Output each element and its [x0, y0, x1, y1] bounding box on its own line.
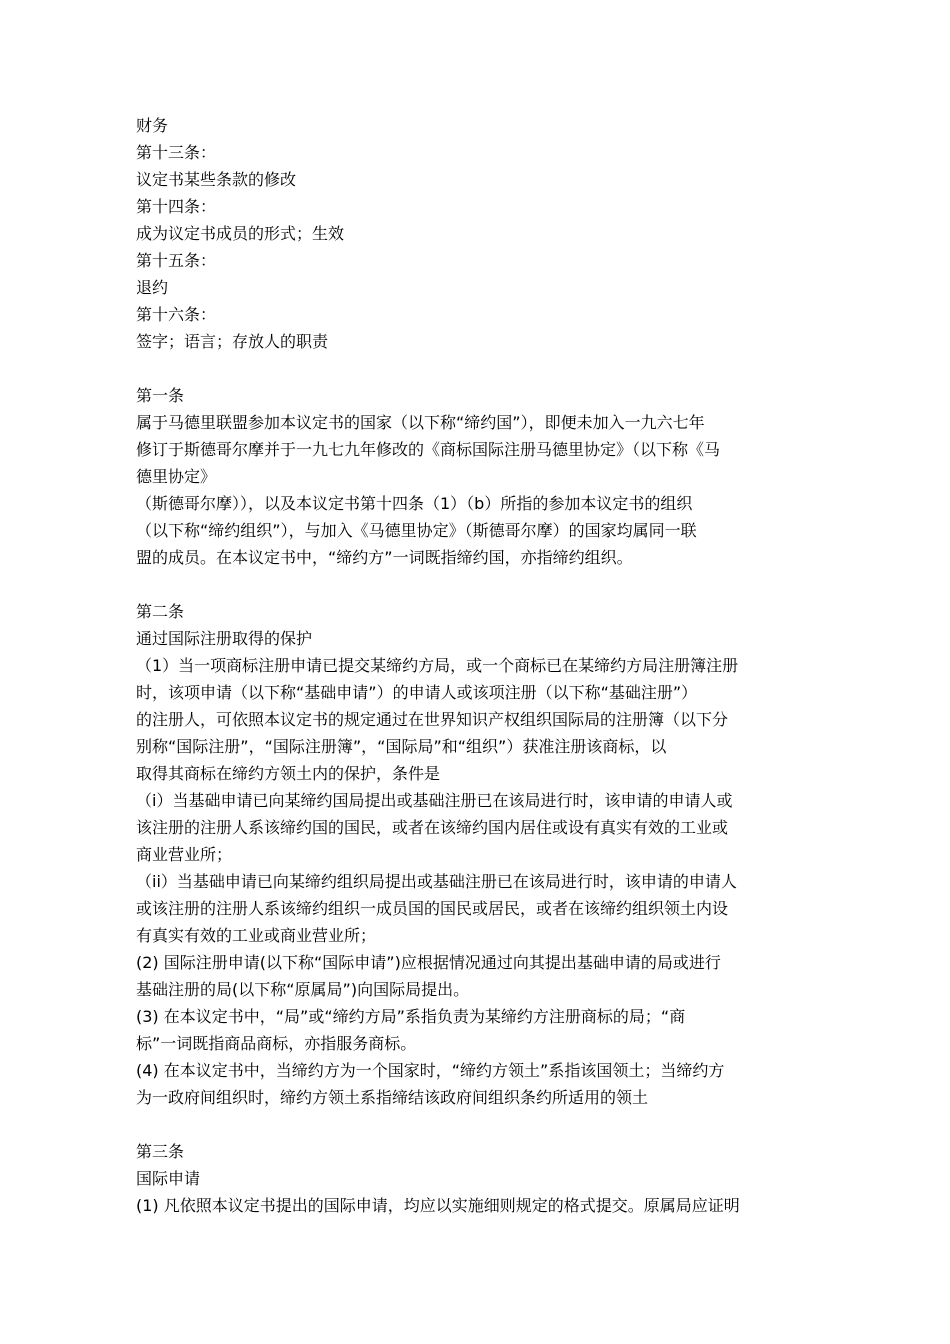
paragraph-line: 或该注册的注册人系该缔约组织一成员国的国民或居民，或者在该缔约组织领土内设: [136, 899, 729, 918]
article-3: [136, 1138, 826, 1219]
paragraph-line: （ii）当基础申请已向某缔约组织局提出或基础注册已在该局进行时，该申请的申请人: [136, 872, 737, 891]
paragraph-line: （以下称“缔约组织”），与加入《马德里协定》（斯德哥尔摩）的国家均属同一联: [136, 521, 697, 540]
paragraph-line: 商业营业所；: [136, 845, 233, 864]
toc-section: [136, 112, 826, 355]
paragraph-line: 该注册的注册人系该缔约国的国民，或者在该缔约国内居住或设有真实有效的工业或: [136, 818, 729, 837]
article-heading: 第二条: [136, 602, 185, 621]
paragraph-line: 标”一词既指商品商标，亦指服务商标。: [136, 1034, 417, 1053]
paragraph-line: （i）当基础申请已向某缔约国局提出或基础注册已在该局进行时，该申请的申请人或: [136, 791, 733, 810]
paragraph-line: (4) 在本议定书中，当缔约方为一个国家时，“缔约方领土”系指该国领土；当缔约方: [136, 1061, 725, 1080]
toc-line: 第十三条：: [136, 143, 217, 162]
paragraph-line: 德里协定》: [136, 467, 217, 486]
paragraph-line: （1）当一项商标注册申请已提交某缔约方局，或一个商标已在某缔约方局注册簿注册: [136, 656, 739, 675]
article-subtitle: 通过国际注册取得的保护: [136, 629, 313, 648]
toc-line: 第十六条：: [136, 305, 217, 324]
toc-line: 成为议定书成员的形式；生效: [136, 224, 345, 243]
toc-line: 第十四条：: [136, 197, 217, 216]
paragraph-line: 属于马德里联盟参加本议定书的国家（以下称“缔约国”），即便未加入一九六七年: [136, 413, 705, 432]
paragraph-line: (1) 凡依照本议定书提出的国际申请，均应以实施细则规定的格式提交。原属局应证明: [136, 1196, 740, 1215]
paragraph-line: 盟的成员。在本议定书中，“缔约方”一词既指缔约国，亦指缔约组织。: [136, 548, 633, 567]
article-subtitle: 国际申请: [136, 1169, 201, 1188]
document-page: [136, 112, 826, 1219]
paragraph-line: 时，该项申请（以下称“基础申请”）的申请人或该项注册（以下称“基础注册”）: [136, 683, 698, 702]
article-1: [136, 382, 826, 571]
article-2: [136, 598, 826, 1111]
article-heading: 第三条: [136, 1142, 185, 1161]
article-heading: 第一条: [136, 386, 185, 405]
paragraph-line: 基础注册的局(以下称“原属局”)向国际局提出。: [136, 980, 470, 999]
toc-line: 第十五条：: [136, 251, 217, 270]
paragraph-line: （斯德哥尔摩）），以及本议定书第十四条（1）（b）所指的参加本议定书的组织: [136, 494, 693, 513]
paragraph-line: 有真实有效的工业或商业营业所；: [136, 926, 377, 945]
spacer: [136, 571, 826, 598]
paragraph-line: (3) 在本议定书中，“局”或“缔约方局”系指负责为某缔约方注册商标的局；“商: [136, 1007, 686, 1026]
toc-line: 签字；语言；存放人的职责: [136, 332, 329, 351]
paragraph-line: 为一政府间组织时，缔约方领土系指缔结该政府间组织条约所适用的领土: [136, 1088, 649, 1107]
toc-line: 财务: [136, 116, 169, 135]
paragraph-line: 的注册人，可依照本议定书的规定通过在世界知识产权组织国际局的注册簿（以下分: [136, 710, 729, 729]
paragraph-line: 取得其商标在缔约方领土内的保护，条件是: [136, 764, 441, 783]
spacer: [136, 355, 826, 382]
paragraph-line: (2) 国际注册申请(以下称“国际申请”)应根据情况通过向其提出基础申请的局或进行: [136, 953, 721, 972]
paragraph-line: 修订于斯德哥尔摩并于一九七九年修改的《商标国际注册马德里协定》（以下称《马: [136, 440, 721, 459]
toc-line: 议定书某些条款的修改: [136, 170, 297, 189]
toc-line: 退约: [136, 278, 169, 297]
spacer: [136, 1111, 826, 1138]
paragraph-line: 别称“国际注册”，“国际注册簿”，“国际局”和“组织”）获准注册该商标，以: [136, 737, 667, 756]
